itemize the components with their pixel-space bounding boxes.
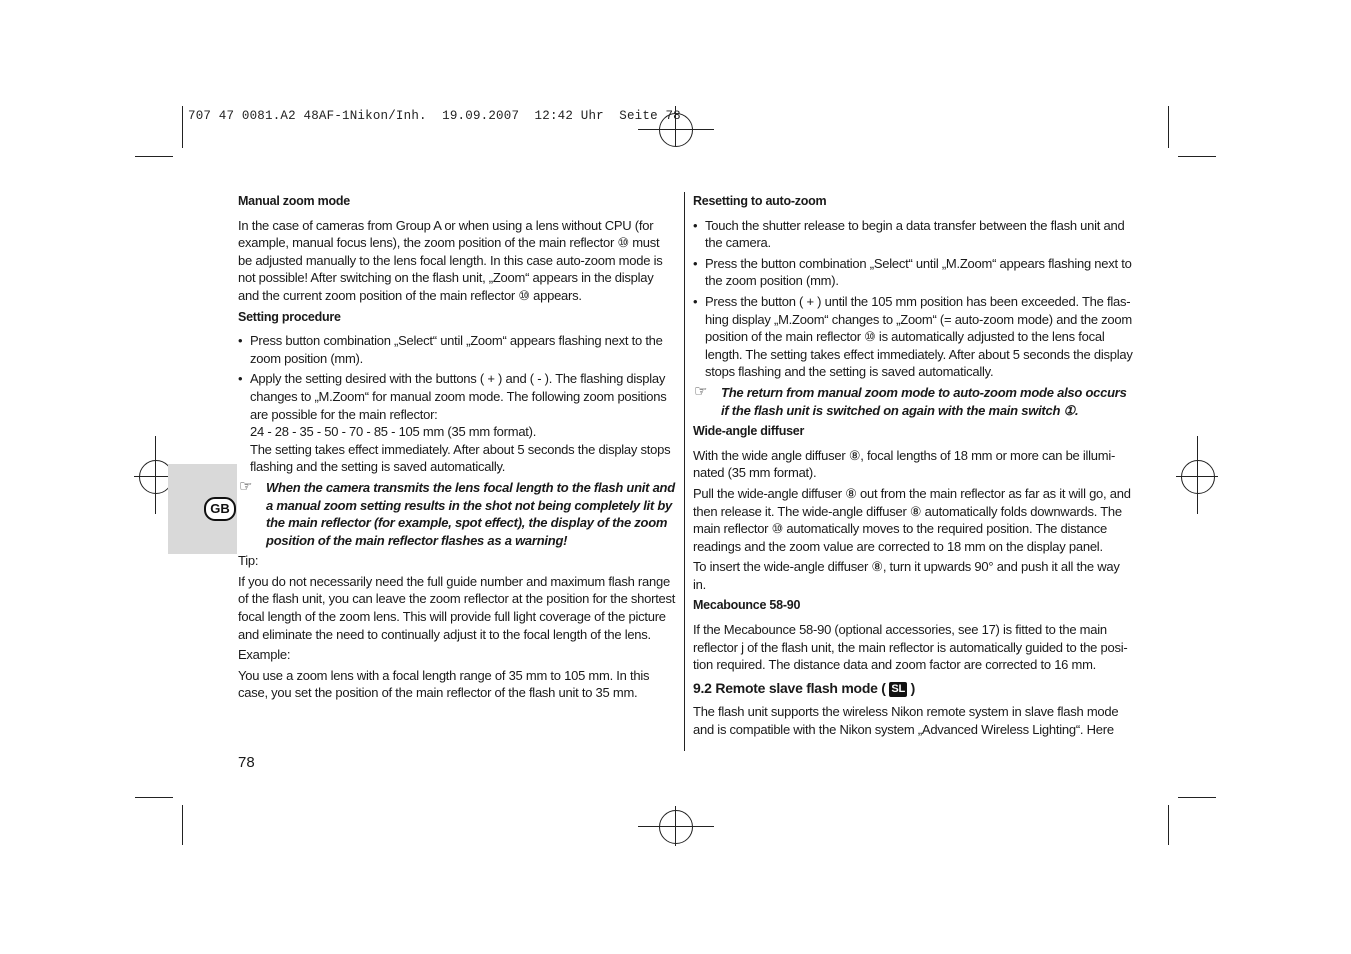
right-column xyxy=(693,193,1133,742)
crop-mark xyxy=(135,156,173,157)
paragraph: Pull the wide-angle diffuser ⑧ out from the main reflector as far as it will go, and then release it. The wide-angle diffuser ⑧ automatically folds downwards. The main reflector ⑩ automatically moves to the required position. The distance readings and the zoom value are corrected to 18 mm on the display panel. xyxy=(693,485,1131,554)
warning-note xyxy=(238,479,676,549)
paragraph: If the Mecabounce 58-90 (optional accessories, see 17) is fitted to the main reflector j of the flash unit, the main reflector is automatically guided to the posi-tion required. The distance data and zoom factor are corrected to 16 mm. xyxy=(693,622,1128,673)
slave-mode-icon: SL xyxy=(891,682,905,695)
zoom-values: 24 - 28 - 35 - 50 - 70 - 85 - 105 mm (35 mm format). xyxy=(250,424,537,440)
note-text: When the camera transmits the lens focal length to the flash unit and a manual zoom setting results in the shot not being completely lit by the main reflector (for example, spot effect), the display of the zoom position of the main reflector flashes as a warning! xyxy=(266,479,675,548)
paragraph: You use a zoom lens with a focal length range of 35 mm to 105 mm. In this case, you set the position of the main reflector of the flash unit to 35 mm. xyxy=(238,667,650,701)
section-heading: Setting procedure xyxy=(238,309,341,324)
paragraph: If you do not necessarily need the full guide number and maximum flash range of the flash unit, you can leave the zoom reflector at the position for the shortest focal length of the zoom lens. This will provide full light coverage of the picture and eliminate the need to continually adjust it to the focal length of the lens. xyxy=(238,573,676,642)
list-item: • Press the button combination „Select“ until „M.Zoom“ appears flashing next to the zoom position (mm). xyxy=(693,255,1133,290)
section-heading: Resetting to auto-zoom xyxy=(693,194,827,208)
pointing-hand-icon: ☞ xyxy=(694,382,708,400)
section-heading: Mecabounce 58-90 xyxy=(693,598,801,613)
crop-mark xyxy=(135,797,173,798)
info-note xyxy=(693,384,1133,419)
note-text: The return from manual zoom mode to auto-zoom mode also occurs if the flash unit is switched on again with the main switch ①. xyxy=(721,384,1127,418)
print-slug: 707 47 0081.A2 48AF-1Nikon/Inh. 19.09.2007 12:42 Uhr Seite 78 xyxy=(188,109,681,123)
list-item xyxy=(238,370,676,476)
crop-mark xyxy=(1178,797,1216,798)
tip-label: Tip: xyxy=(238,553,259,569)
paragraph: To insert the wide-angle diffuser ⑧, turn it upwards 90° and push it all the way in. xyxy=(693,559,1120,592)
crop-mark xyxy=(182,805,183,845)
chapter-heading xyxy=(693,680,1133,698)
list-item: • Press the button ( + ) until the 105 mm position has been exceeded. The flas-hing display „M.Zoom“ changes to „Zoom“ (= auto-zoom mode) and the zoom position of the main reflector ⑩ is automatically adjusted to the lens focal length. The setting takes effect immediately. After about 5 seconds the display stops flashing and the setting is saved automatically. xyxy=(693,293,1133,381)
list-item-text: • Apply the setting desired with the buttons ( + ) and ( - ). The flashing display changes to „M.Zoom“ for manual zoom mode. The following zoom positions are possible for the main reflector: xyxy=(250,371,667,422)
left-column xyxy=(238,193,676,705)
list-item: • Press button combination „Select“ until „Zoom“ appears flashing next to the zoom position (mm). xyxy=(238,332,676,367)
crop-mark xyxy=(1168,106,1169,148)
crop-mark xyxy=(182,106,183,148)
page-number: 78 xyxy=(238,754,255,771)
crop-mark xyxy=(1178,156,1216,157)
list-item: • Touch the shutter release to begin a data transfer between the flash unit and the camera. xyxy=(693,217,1133,252)
column-divider xyxy=(684,192,685,751)
pointing-hand-icon: ☞ xyxy=(239,477,253,495)
paragraph: In the case of cameras from Group A or when using a lens without CPU (for example, manual focus lens), the zoom position of the main reflector ⑩ must be adjusted manually to the lens focal length. In this case auto-zoom mode is not possible! After switching on the flash unit, „Zoom“ appears in the display and the current zoom position of the main reflector ⑩ appears. xyxy=(238,217,663,303)
example-label: Example: xyxy=(238,647,291,663)
heading-text: 9.2 Remote slave flash mode ( xyxy=(693,679,886,696)
language-badge: GB xyxy=(204,497,236,521)
paragraph: With the wide angle diffuser ⑧, focal lengths of 18 mm or more can be illumi-nated (35 mm format). xyxy=(693,447,1116,481)
list-item-text: The setting takes effect immediately. After about 5 seconds the display stops flashing and the setting is saved automatically. xyxy=(250,441,671,475)
section-heading: Manual zoom mode xyxy=(238,194,350,208)
paragraph: The flash unit supports the wireless Nikon remote system in slave flash mode and is compatible with the Nikon system „Advanced Wireless Lighting“. Here xyxy=(693,704,1119,738)
heading-text: ) xyxy=(910,679,915,696)
section-heading: Wide-angle diffuser xyxy=(693,424,805,439)
crop-mark xyxy=(1168,805,1169,845)
